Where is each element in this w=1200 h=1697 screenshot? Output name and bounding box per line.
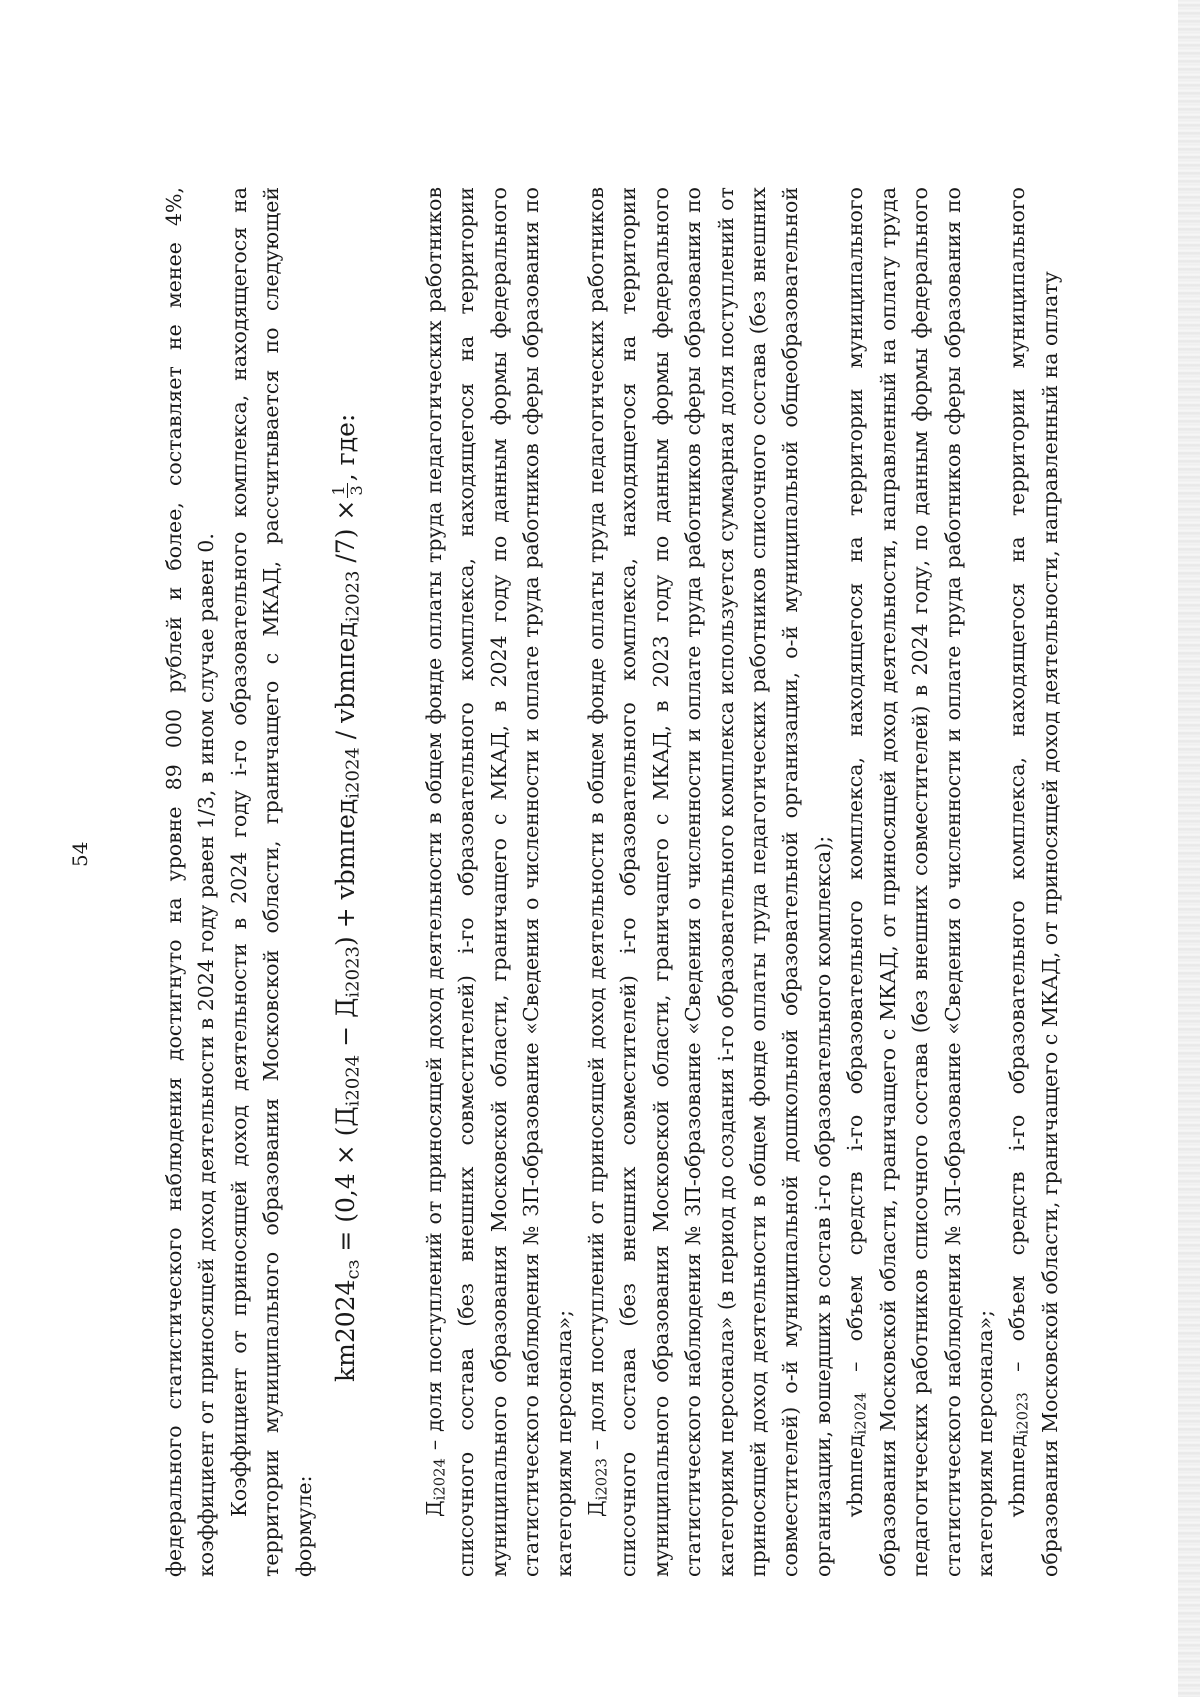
paragraph-continuation: федерального статистического наблюдения достигнуто на уровне 89 000 рублей и более, составляет не менее 4%, коэффициент от приносящей доход деятельности в 2024 году равен 1/3, в ином случае равен 0. — [162, 187, 219, 1577]
formula-slash: / vbmпед — [331, 622, 361, 748]
term-sub: i2023 — [1015, 1392, 1032, 1435]
formula-d2-sub: i2023 — [342, 946, 364, 998]
definition-vbm2024 — [839, 187, 1001, 1577]
term: vbmпед — [843, 1434, 868, 1517]
definition-text: – доля поступлений от приносящей доход деятельности в общем фонде оплаты труда педагогических работников списочного состава (без внешних совместителей) i-го образовательного комплекса, находящегося на территории муниципального образования Московской области, граничащего с МКАД, в 2024 году по данным формы федерального статистического наблюдения № ЗП-образование «Сведения о численности и оплате труда работников сферы образования по категориям персонала»; — [422, 187, 576, 1577]
definition-d2024 — [418, 187, 580, 1577]
formula-where: , где: — [331, 413, 361, 482]
definition-text: – объем средств i-го образовательного комплекса, находящегося на территории муниципального образования Московской области, граничащего с МКАД, от приносящей доход деятельности, направленный на оплату — [1005, 187, 1062, 1577]
definition-text: – объем средств i-го образовательного комплекса, находящегося на территории муниципального образования Московской области, граничащего с МКАД, от приносящей доход деятельности, направленный на оплату труда педагогических работников списочного состава (без внешних совместителей) в 2024 году, по данным формы федерального статистического наблюдения № ЗП-образование «Сведения о численности и оплате труда работников сферы образования по категориям персонала»; — [843, 187, 997, 1577]
formula-v2-sub: i2023 — [342, 570, 364, 623]
formula-lhs: km2024 — [331, 1279, 361, 1382]
definition-text: – доля поступлений от приносящей доход деятельности в общем фонде оплаты труда педагогических работников списочного состава (без внешних совместителей) i-го образовательного комплекса, находящегося на территории муниципального образования Московской области, граничащего с МКАД, в 2023 году по данным формы федерального статистического наблюдения № ЗП-образование «Сведения о численности и оплате труда работников сферы образования по категориям персонала» (в период до создания i-го образовательного комплекса используется суммарная доля поступлений от приносящей доход деятельности в общем фонде оплаты труда педагогических работников списочного состава (без внешних совместителей) о-й муниципальной дошкольной образовательной организации, о-й муниципальной общеобразовательной организации, вошедших в состав i-го образовательного комплекса); — [584, 187, 835, 1577]
formula-mid: ) + vbmпед — [331, 798, 361, 946]
formula-fraction — [330, 483, 365, 497]
text-block-top — [158, 187, 320, 1577]
term-sub: i2024 — [431, 1458, 449, 1501]
definitions-block — [418, 187, 1066, 1577]
term-sub: i2023 — [593, 1458, 611, 1501]
term: Д — [422, 1500, 446, 1517]
paragraph-coefficient-intro: Коэффициент от приносящей доход деятельности в 2024 году i-го образовательного комплекса, находящегося на территории муниципального образования Московской области, граничащего с МКАД, рассчитывается по следующей формуле: — [226, 187, 316, 1577]
term: vbmпед — [1005, 1434, 1030, 1517]
formula-minus: − Д — [331, 997, 361, 1055]
fraction-denominator: 3 — [347, 485, 367, 496]
page-number: 54 — [68, 841, 92, 867]
formula-d1-sub: i2024 — [342, 1054, 364, 1107]
definition-d2023 — [580, 187, 839, 1577]
term: Д — [584, 1500, 609, 1517]
definition-vbm2023 — [1001, 187, 1066, 1577]
formula-lhs-sub: сз — [342, 1259, 364, 1280]
formula-eq: = (0,4 × (Д — [331, 1106, 361, 1260]
formula-v1-sub: i2024 — [342, 747, 364, 799]
formula-tail: /7) × — [331, 499, 361, 571]
fraction-numerator: 1 — [329, 485, 348, 496]
formula — [330, 414, 365, 1382]
term-sub: i2024 — [852, 1392, 870, 1435]
